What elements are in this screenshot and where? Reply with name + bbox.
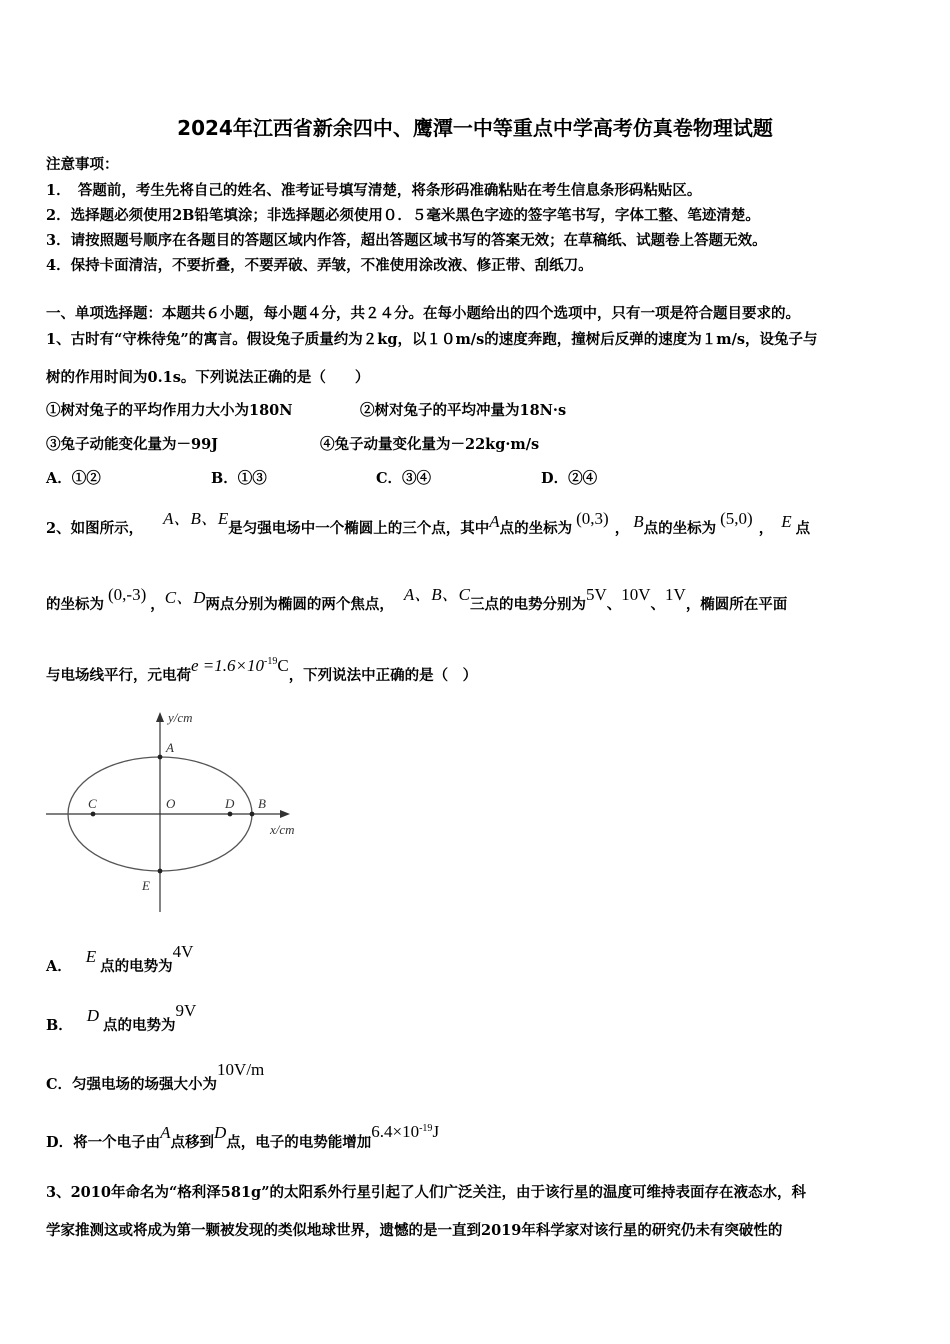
q2-math-a: A <box>489 512 500 531</box>
option-value: 9V <box>175 1001 197 1020</box>
ellipse-figure <box>44 706 314 916</box>
q1-choice-c: C．③④ <box>376 470 432 487</box>
q2-math-e: E <box>781 512 792 531</box>
option-label: A． <box>46 958 72 975</box>
q2-potential-b: 10V <box>621 585 651 604</box>
option-math: E <box>85 947 97 966</box>
label-o: O <box>166 796 176 811</box>
y-axis-arrow <box>156 712 164 722</box>
q2-text: 的坐标为 <box>46 596 104 613</box>
label-c: C <box>88 796 97 811</box>
q2-potential-c: 1V <box>665 585 686 604</box>
option-label: B． <box>46 1017 73 1034</box>
notice-item: 4．保持卡面清洁，不要折叠，不要弄破、弄皱，不准使用涂改液、修正带、刮纸刀。 <box>46 257 593 274</box>
q2-charge-unit: C <box>277 656 289 675</box>
q2-text: 是匀强电场中一个椭圆上的三个点，其中 <box>228 520 490 537</box>
q2-text: ， <box>758 520 774 537</box>
option-math: D <box>86 1006 100 1025</box>
q2-text: 、 <box>650 596 666 613</box>
q2-text: 、 <box>606 596 622 613</box>
option-exponent: -19 <box>419 1123 433 1134</box>
q2-text: 点 <box>795 520 811 537</box>
y-axis-label: y/cm <box>168 710 193 725</box>
q2-text: 点的坐标为 <box>499 520 573 537</box>
option-unit: J <box>432 1122 440 1141</box>
label-d: D <box>225 796 235 811</box>
option-value: 6.4×10 <box>371 1122 420 1141</box>
option-value: 4V <box>172 942 194 961</box>
q2-stem-line2 <box>46 585 788 614</box>
q1-stem-line1: 1、古时有“守株待兔”的寓言。假设兔子质量约为２kg，以１０m/s的速度奔跑，撞树后反弹的速度为１m/s，设兔子与 <box>46 331 818 348</box>
section-heading: 一、单项选择题：本题共６小题，每小题４分，共２４分。在每小题给出的四个选项中，只有一项是符合题目要求的。 <box>46 305 800 322</box>
q2-charge-exp: -19 <box>264 656 278 667</box>
q2-math-b: B <box>633 512 644 531</box>
q2-text: ， <box>614 520 630 537</box>
option-text: C．匀强电场的场强大小为 <box>46 1076 218 1093</box>
x-axis-label: x/cm <box>270 822 295 837</box>
q2-stem-line1 <box>46 509 811 538</box>
q2-text: ， <box>150 596 165 613</box>
q2-text: 两点分别为椭圆的两个焦点， <box>205 596 394 613</box>
q2-option-b <box>46 1001 197 1035</box>
q2-text: 点的坐标为 <box>643 520 717 537</box>
q2-text: 与电场线平行，元电荷 <box>46 667 191 684</box>
label-e: E <box>142 878 150 893</box>
option-text: 点，电子的电势能增加 <box>226 1134 372 1151</box>
point-b <box>250 812 255 817</box>
option-math: A <box>160 1123 171 1142</box>
q1-statement-4: ④兔子动量变化量为－22kg·m/s <box>320 436 540 453</box>
q2-stem-line3 <box>46 656 478 685</box>
q1-choice-d: D．②④ <box>541 470 598 487</box>
q2-option-a <box>46 942 194 976</box>
q1-statement-1: ①树对兔子的平均作用力大小为180N <box>46 402 293 419</box>
point-d <box>228 812 233 817</box>
notice-item: 3．请按照题号顺序在各题目的答题区域内作答，超出答题区域书写的答案无效；在草稿纸、试题卷上答题无效。 <box>46 232 767 249</box>
q2-coord-e: (0,-3) <box>108 585 147 604</box>
q2-text: 2、如图所示， <box>46 520 144 537</box>
option-text: 点的电势为 <box>100 958 173 975</box>
q1-statement-3: ③兔子动能变化量为－99J <box>46 436 219 453</box>
q2-potential-a: 5V <box>585 585 607 604</box>
q1-choice-b: B．①③ <box>211 470 267 487</box>
page-title: 2024年江西省新余四中、鹰潭一中等重点中学高考仿真卷物理试题 <box>177 116 773 140</box>
notice-item: 1． 答题前，考生先将自己的姓名、准考证号填写清楚，将条形码准确粘贴在考生信息条形码粘贴区。 <box>46 182 702 199</box>
q1-stem-line2: 树的作用时间为0.1s。下列说法正确的是（ ） <box>46 369 370 386</box>
q2-text: ，椭圆所在平面 <box>685 596 788 613</box>
option-text: 点的电势为 <box>103 1017 176 1034</box>
point-c <box>91 812 96 817</box>
label-b: B <box>258 796 266 811</box>
q3-stem-line1: 3、2010年命名为“格利泽581g”的太阳系外行星引起了人们广泛关注，由于该行星的温度可维持表面存在液态水，科 <box>46 1184 807 1201</box>
q2-coord-a: (0,3) <box>576 509 609 528</box>
q3-stem-line2: 学家推测这或将成为第一颗被发现的类似地球世界，遗憾的是一直到2019年科学家对该行星的研究仍未有突破性的 <box>46 1222 783 1239</box>
x-axis-arrow <box>280 810 290 818</box>
q2-text: ，下列说法中正确的是（ ） <box>288 667 478 684</box>
q1-statement-2: ②树对兔子的平均冲量为18N·s <box>360 402 567 419</box>
point-a <box>158 755 163 760</box>
q2-coord-b: (5,0) <box>720 509 753 528</box>
q1-choice-a: A．①② <box>46 470 101 487</box>
q2-math-cd: C、D <box>164 588 206 607</box>
option-math: D <box>213 1123 227 1142</box>
label-a: A <box>166 740 174 755</box>
q2-option-d <box>46 1122 440 1152</box>
option-text: D．将一个电子由 <box>46 1134 161 1151</box>
q2-text: 三点的电势分别为 <box>469 596 586 613</box>
q2-math-abc: A、B、C <box>403 585 470 604</box>
notice-item: 2．选择题必须使用2B铅笔填涂；非选择题必须使用０．５毫米黑色字迹的签字笔书写，字体工整、笔迹清楚。 <box>46 207 760 224</box>
notice-heading: 注意事项： <box>46 156 119 173</box>
option-value: 10V/m <box>217 1060 265 1079</box>
point-e <box>158 869 163 874</box>
option-text: 点移到 <box>170 1134 214 1151</box>
q2-option-c <box>46 1060 265 1094</box>
q2-charge: e =1.6×10 <box>191 656 264 675</box>
q2-math-abe: A、B、E <box>163 509 229 528</box>
